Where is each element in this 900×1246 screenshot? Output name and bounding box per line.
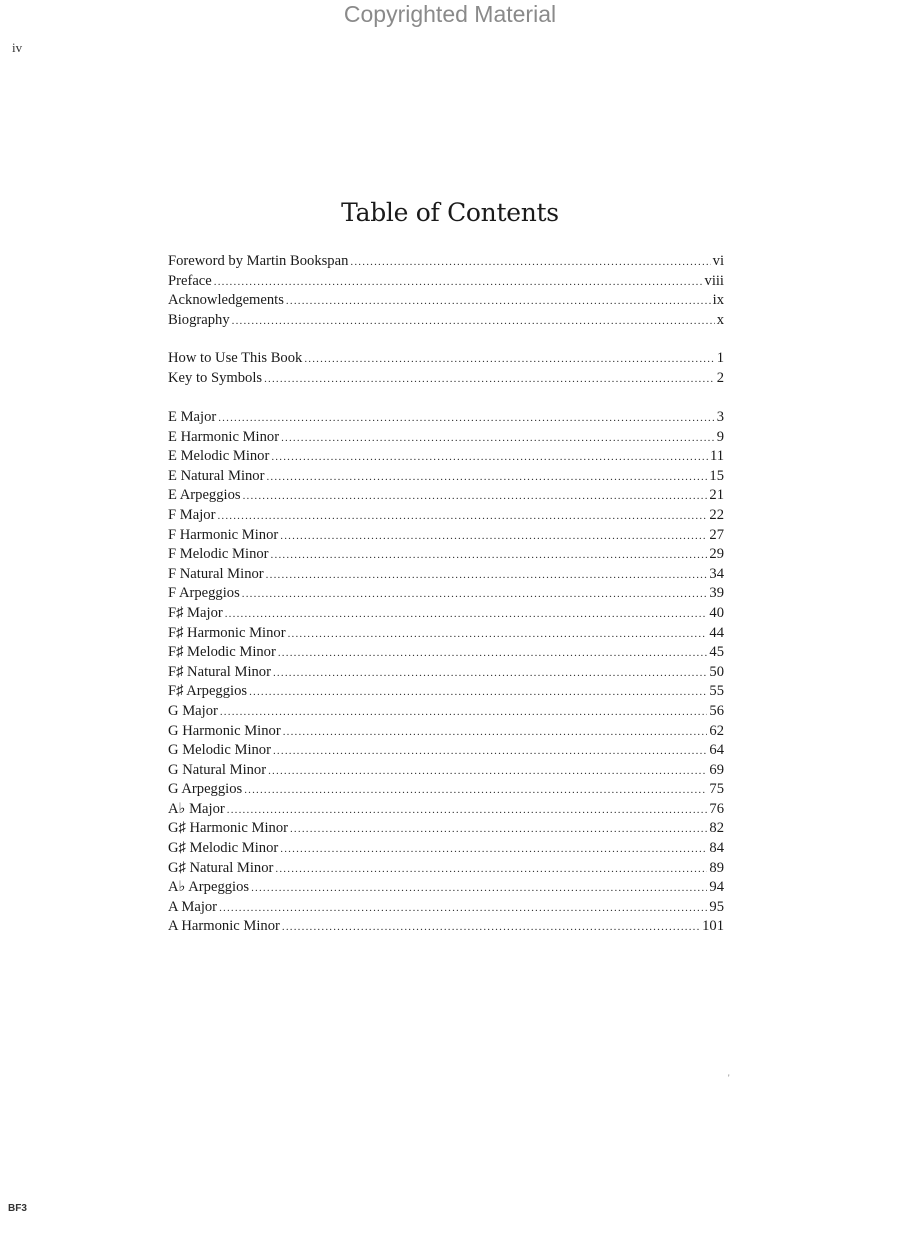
toc-dot-leader	[251, 879, 707, 899]
toc-dot-leader	[281, 429, 715, 449]
toc-entry	[168, 839, 724, 859]
toc-entry-label: G Harmonic Minor	[168, 722, 281, 739]
toc-entry-page: 56	[709, 702, 724, 719]
toc-entry-label: E Natural Minor	[168, 467, 265, 484]
toc-entry-label: Key to Symbols	[168, 369, 263, 386]
toc-entry-label: G♯ Harmonic Minor	[168, 820, 288, 837]
toc-front-matter	[168, 252, 724, 330]
toc-dot-leader	[266, 566, 708, 586]
toc-entry-page: 1	[716, 350, 724, 366]
toc-entry-page: 82	[709, 820, 724, 837]
toc-dot-leader	[280, 840, 707, 860]
toc-dot-leader	[268, 762, 707, 782]
toc-entry-page: 89	[709, 859, 724, 876]
page-number: iv	[12, 40, 23, 55]
toc-entry	[168, 428, 724, 448]
toc-dot-leader	[244, 781, 707, 801]
toc-entry-label: A Harmonic Minor	[168, 918, 280, 935]
toc-entry-page: viii	[704, 272, 724, 289]
toc-dot-leader	[273, 742, 707, 762]
toc-entry-label: E Melodic Minor	[168, 448, 270, 465]
toc-entry-label: G Arpeggios	[168, 781, 243, 798]
toc-entry-label: A Major	[168, 898, 218, 915]
toc-entry	[168, 859, 724, 879]
toc-entry-page: 94	[709, 879, 724, 896]
toc-entry-page: 55	[709, 683, 724, 700]
toc-entry-page: 69	[709, 761, 724, 778]
toc-entry-page: 2	[716, 369, 724, 386]
toc-dot-leader	[271, 448, 708, 468]
toc-entry-page: 27	[709, 526, 724, 543]
toc-entry-label: F♯ Arpeggios	[168, 683, 248, 700]
toc-entry-label: G Major	[168, 702, 218, 719]
toc-entry-label: Foreword by Martin Bookspan	[168, 253, 349, 269]
toc-dot-leader	[282, 918, 700, 938]
footer-code: BF3	[8, 1203, 27, 1214]
toc-dot-leader	[220, 703, 708, 723]
toc-entry	[168, 643, 724, 663]
toc-entry-page: 22	[709, 506, 724, 523]
toc-entry	[168, 663, 724, 683]
toc-entry-label: F♯ Harmonic Minor	[168, 624, 286, 641]
toc-entry	[168, 486, 724, 506]
toc-entry	[168, 291, 724, 311]
toc-entry-page: 39	[709, 585, 724, 602]
toc-entry	[168, 545, 724, 565]
toc-entry-label: Biography	[168, 311, 230, 328]
toc-entry-label: F♯ Melodic Minor	[168, 644, 276, 661]
toc-entry-page: 15	[709, 467, 724, 484]
toc-entry-label: A♭ Arpeggios	[168, 879, 250, 896]
toc-dot-leader	[275, 860, 707, 880]
toc-entry-label: F♯ Natural Minor	[168, 663, 271, 680]
toc-entry-page: 44	[709, 624, 724, 641]
toc-entry-page: 50	[709, 663, 724, 680]
toc-entry-label: A♭ Major	[168, 800, 225, 817]
toc-entry	[168, 741, 724, 761]
toc-dot-leader	[273, 664, 707, 684]
toc-entry-label: F♯ Major	[168, 604, 223, 621]
toc-entry-label: F Arpeggios	[168, 585, 240, 602]
toc-entry-page: 95	[709, 898, 724, 915]
toc-entry-label: E Major	[168, 409, 217, 425]
toc-entry-label: G Natural Minor	[168, 761, 267, 778]
toc-dot-leader	[283, 723, 708, 743]
toc-dot-leader	[271, 546, 708, 566]
toc-dot-leader	[242, 585, 708, 605]
toc-entry-label: Acknowledgements	[168, 292, 284, 309]
toc-entry	[168, 565, 724, 585]
toc-entry-label: E Arpeggios	[168, 487, 241, 504]
toc-entry	[168, 761, 724, 781]
toc-entry-label: F Major	[168, 506, 216, 523]
toc-entry	[168, 584, 724, 604]
toc-entry	[168, 408, 724, 428]
toc-entry-page: 9	[716, 428, 724, 445]
toc-entry	[168, 349, 724, 369]
toc-entry-page: 40	[709, 604, 724, 621]
toc-entry	[168, 506, 724, 526]
toc-entry-label: How to Use This Book	[168, 350, 303, 366]
toc-dot-leader	[350, 253, 710, 273]
toc-entry	[168, 702, 724, 722]
toc-entry	[168, 252, 724, 272]
toc-entry-label: F Natural Minor	[168, 565, 264, 582]
toc-dot-leader	[227, 801, 708, 821]
toc-entry-page: 101	[702, 918, 724, 935]
toc-entry	[168, 624, 724, 644]
toc-dot-leader	[225, 605, 708, 625]
toc-dot-leader	[219, 899, 707, 919]
toc-entry-label: G Melodic Minor	[168, 742, 271, 759]
page-title: Table of Contents	[341, 198, 559, 227]
toc-entry-page: 64	[709, 742, 724, 759]
stray-mark: '	[728, 1073, 730, 1083]
toc-entry-page: 75	[709, 781, 724, 798]
toc-entry-page: 11	[709, 448, 724, 465]
toc-dot-leader	[264, 370, 715, 390]
toc-entry-page: x	[716, 311, 724, 328]
toc-entry	[168, 604, 724, 624]
toc-usage	[168, 349, 724, 388]
toc-entry-label: G♯ Melodic Minor	[168, 840, 279, 857]
toc-dot-leader	[288, 625, 708, 645]
toc-entry-label: F Melodic Minor	[168, 546, 269, 563]
toc-entry-page: 29	[709, 546, 724, 563]
toc-entry-page: 76	[709, 800, 724, 817]
toc-dot-leader	[290, 820, 707, 840]
toc-entry	[168, 780, 724, 800]
toc-entry	[168, 819, 724, 839]
toc-dot-leader	[232, 312, 715, 332]
toc-entry-page: vi	[712, 253, 724, 269]
toc-dot-leader	[218, 409, 714, 429]
toc-scales	[168, 408, 724, 937]
toc-entry-page: 62	[709, 722, 724, 739]
toc-entry	[168, 369, 724, 389]
toc-dot-leader	[278, 644, 708, 664]
toc-dot-leader	[214, 273, 703, 293]
toc-entry	[168, 272, 724, 292]
toc-entry	[168, 447, 724, 467]
toc-entry	[168, 467, 724, 487]
toc-dot-leader	[217, 507, 707, 527]
toc-entry-label: E Harmonic Minor	[168, 428, 280, 445]
toc-entry-page: ix	[712, 292, 724, 309]
toc-entry	[168, 878, 724, 898]
toc-entry-page: 21	[709, 487, 724, 504]
toc-dot-leader	[304, 350, 714, 370]
toc-entry	[168, 311, 724, 331]
toc-entry	[168, 526, 724, 546]
toc-entry-label: G♯ Natural Minor	[168, 859, 274, 876]
toc-entry	[168, 800, 724, 820]
toc-entry-page: 84	[709, 840, 724, 857]
toc-entry-label: Preface	[168, 272, 212, 289]
toc-entry-page: 45	[709, 644, 724, 661]
toc-entry-label: F Harmonic Minor	[168, 526, 279, 543]
toc-dot-leader	[280, 527, 707, 547]
toc-entry-page: 34	[709, 565, 724, 582]
toc-entry-page: 3	[716, 409, 724, 425]
toc-entry	[168, 898, 724, 918]
toc-dot-leader	[266, 468, 707, 488]
toc-entry	[168, 917, 724, 937]
toc-entry	[168, 682, 724, 702]
toc-entry	[168, 722, 724, 742]
copyright-watermark: Copyrighted Material	[343, 1, 557, 27]
toc-dot-leader	[286, 292, 711, 312]
toc-dot-leader	[249, 683, 707, 703]
toc-dot-leader	[243, 487, 708, 507]
